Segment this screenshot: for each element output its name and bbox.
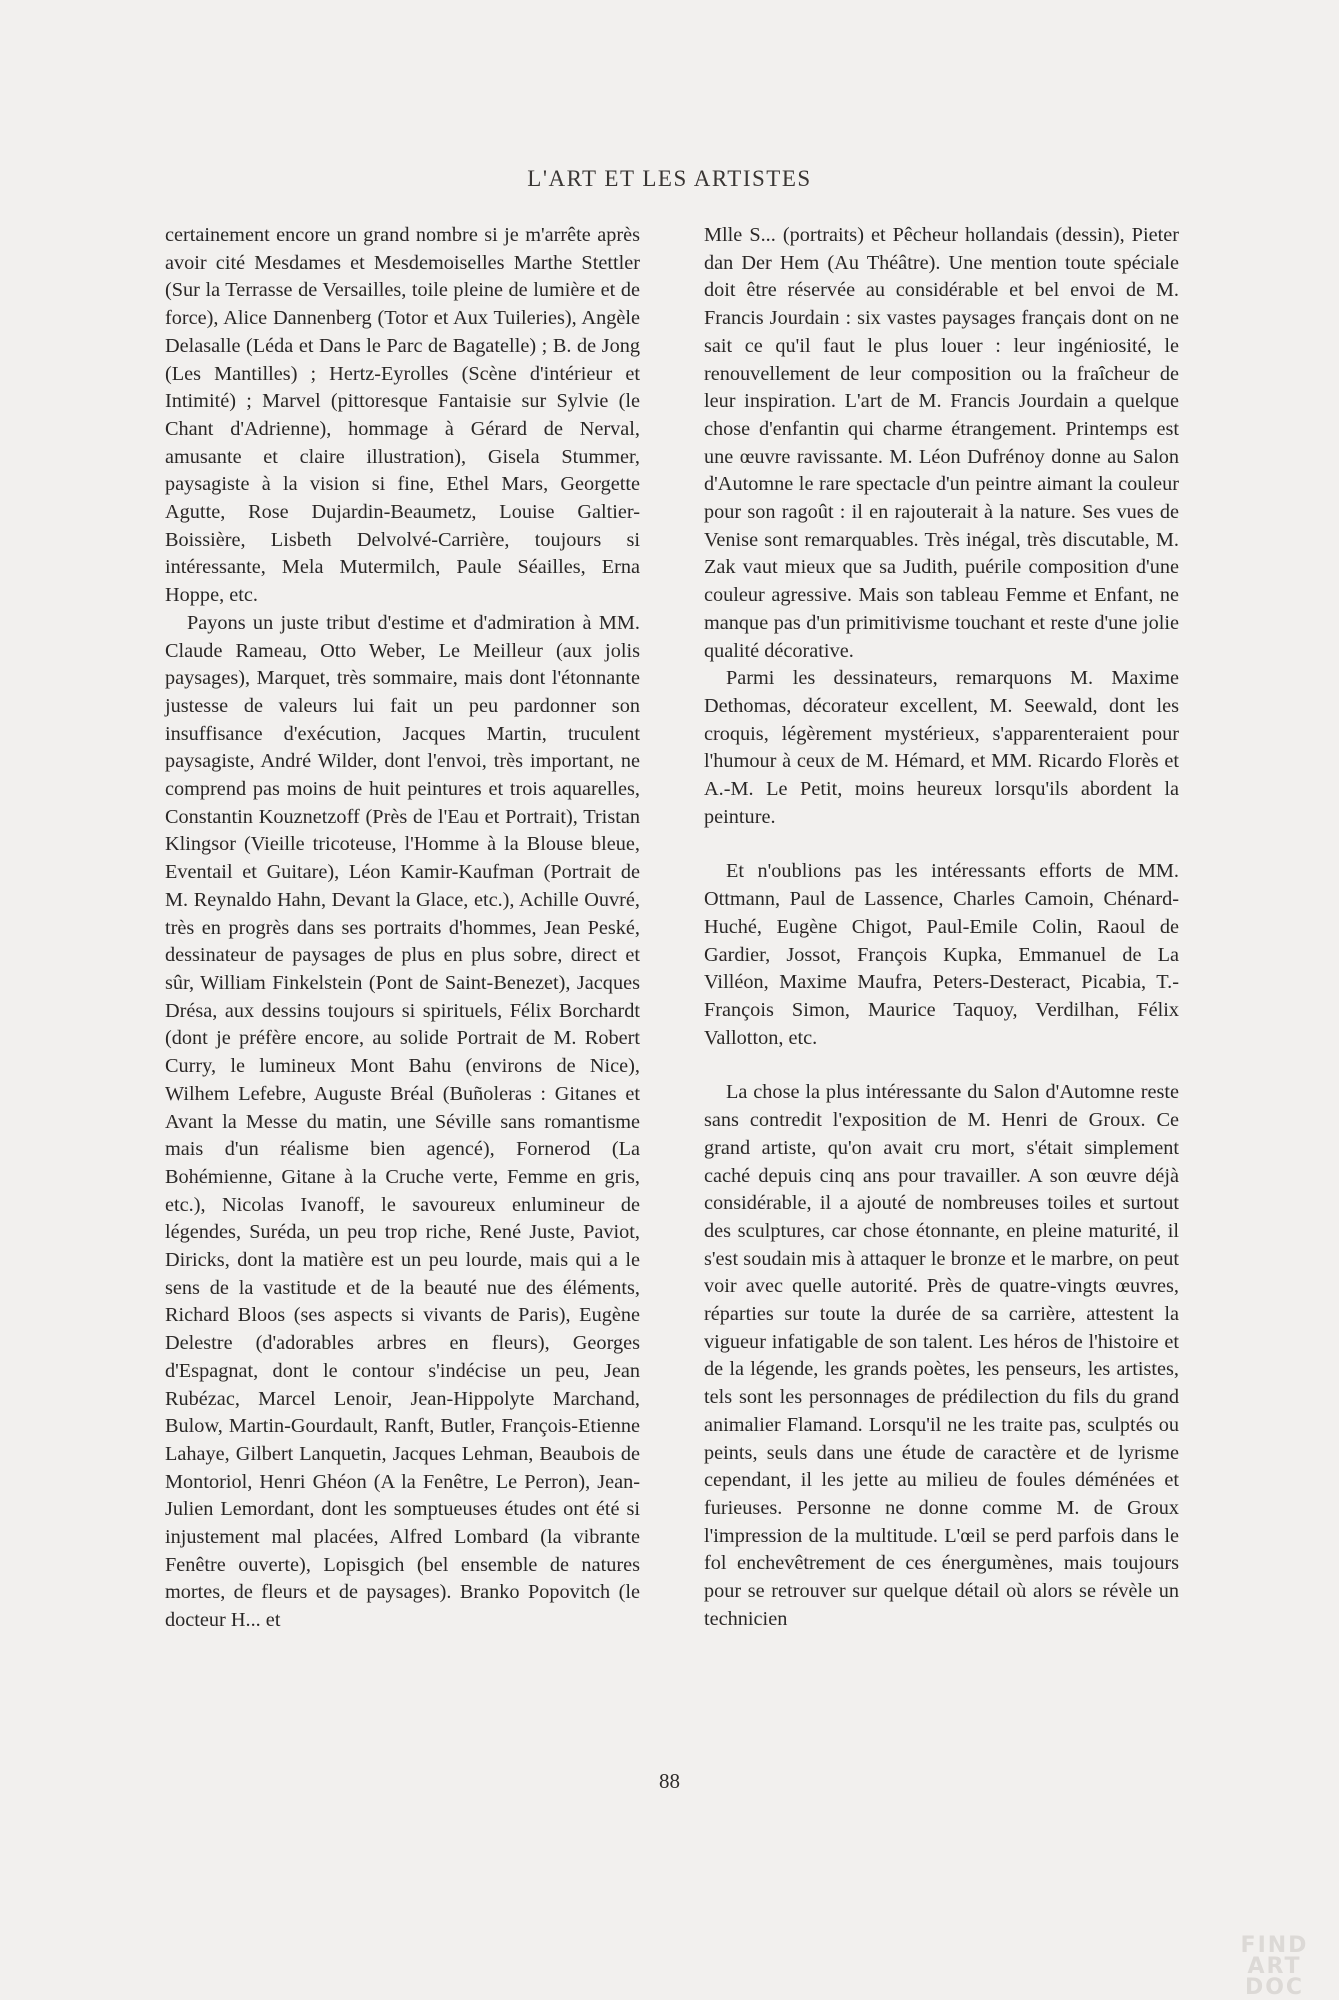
watermark-line: DOC <box>1244 1975 1305 2000</box>
paragraph: Payons un juste tribut d'estime et d'admiration à MM. Claude Rameau, Otto Weber, Le Meilleur (aux jolis paysages), Marquet, très sommaire, mais dont l'étonnante justesse de valeurs lui fait un peu pardonner son insuffisance d'exécution, Jacques Martin, truculent paysagiste, André Wilder, dont l'envoi, très important, ne comprend pas moins de huit peintures et trois aquarelles, Constantin Kouznetzoff (Près de l'Eau et Portrait), Tristan Klingsor (Vieille tricoteuse, l'Homme à la Blouse bleue, Eventail et Guitare), Léon Kamir-Kaufman (Portrait de M. Reynaldo Hahn, Devant la Glace, etc.), Achille Ouvré, très en progrès dans ses portraits d'hommes, Jean Peské, dessinateur de paysages de plus en plus sobre, direct et sûr, William Finkelstein (Pont de Saint-Benezet), Jacques Drésa, aux dessins toujours si spirituels, Félix Borchardt (dont je préfère encore, au solide Portrait de M. Robert Curry, le lumineux Mont Bahu (environs de Nice), Wilhem Lefebre, Auguste Bréal (Buñoleras : Gitanes et Avant la Messe du matin, une Séville sans romantisme mais d'un réalisme bien agencé), Fornerod (La Bohémienne, Gitane à la Cruche verte, Femme en gris, etc.), Nicolas Ivanoff, le savoureux enlumineur de légendes, Suréda, un peu trop riche, René Juste, Paviot, Diricks, dont la matière est un peu lourde, mais qui a le sens de la vastitude et de la beauté nue des éléments, Richard Bloos (ses aspects si vivants de Paris), Eugène Delestre (d'adorables arbres en fleurs), Georges d'Espagnat, dont le contour s'indécise un peu, Jean Rubézac, Marcel Lenoir, Jean-Hippolyte Marchand, Bulow, Martin-Gourdault, Ranft, Butler, François-Etienne Lahaye, Gilbert Lanquetin, Jacques Lehman, Beaubois de Montoriol, Henri Ghéon (A la Fenêtre, Le Perron), Jean-Julien Lemordant, dont les somptueuses études ont été si injustement mal placées, Alfred Lombard (la vibrante Fenêtre ouverte), Lopisgich (bel ensemble de natures mortes, de fleurs et de paysages). Branko Popovitch (le docteur H... et <box>165 611 640 1632</box>
right-column <box>704 222 1179 1633</box>
paragraph: Parmi les dessinateurs, remarquons M. Maxime Dethomas, décorateur excellent, M. Seewald, dont les croquis, légèrement mystérieux, s'apparenteraient pour l'humour à ceux de M. Hémard, et MM. Ricardo Florès et A.-M. Le Petit, moins heureux lorsqu'ils abordent la peinture. <box>704 667 1179 828</box>
running-title: L'ART ET LES ARTISTES <box>527 166 812 191</box>
paragraph: Mlle S... (portraits) et Pêcheur hollandais (dessin), Pieter dan Der Hem (Au Théâtre). Une mention toute spéciale doit être réservée au considérable et bel envoi de M. Francis Jourdain : six vastes paysages français dont on ne sait ce qu'il faut le plus louer : leur ingéniosité, le renouvellement de leur composition ou la fraîcheur de leur inspiration. L'art de M. Francis Jourdain a quelque chose d'enfantin qui charme étrangement. Printemps est une œuvre ravissante. M. Léon Dufrénoy donne au Salon d'Automne le rare spectacle d'un peintre aimant la couleur pour son ragoût : il en rajouterait à la nature. Ses vues de Venise sont remarquables. Très inégal, très discutable, M. Zak vaut mieux que sa Judith, puérile composition d'une couleur agressive. Mais son tableau Femme et Enfant, ne manque pas d'un primitivisme touchant et reste d'une jolie qualité décorative. <box>704 224 1179 662</box>
left-column <box>165 222 640 1635</box>
paragraph: Et n'oublions pas les intéressants efforts de MM. Ottmann, Paul de Lassence, Charles Camoin, Chénard-Huché, Eugène Chigot, Paul-Emile Colin, Raoul de Gardier, Jossot, François Kupka, Emmanuel de La Villéon, Maxime Maufra, Peters-Desteract, Picabia, T.-François Simon, Maurice Taquoy, Verdilhan, Félix Vallotton, etc. <box>704 860 1179 1049</box>
watermark-line: FIND <box>1240 1933 1309 1958</box>
watermark-line: ART <box>1247 1954 1302 1979</box>
paragraph: certainement encore un grand nombre si je m'arrête après avoir cité Mesdames et Mesdemoiselles Marthe Stettler (Sur la Terrasse de Versailles, toile pleine de lumière et de force), Alice Dannenberg (Totor et Aux Tuileries), Angèle Delasalle (Léda et Dans le Parc de Bagatelle) ; B. de Jong (Les Mantilles) ; Hertz-Eyrolles (Scène d'intérieur et Intimité) ; Marvel (pittoresque Fantaisie sur Sylvie (le Chant d'Adrienne), hommage à Gérard de Nerval, amusante et claire illustration), Gisela Stummer, paysagiste à la vision si fine, Ethel Mars, Georgette Agutte, Rose Dujardin-Beaumetz, Louise Galtier-Boissière, Lisbeth Delvolvé-Carrière, toujours si intéressante, Mela Mutermilch, Paule Séailles, Erna Hoppe, etc. <box>165 224 640 607</box>
watermark-logo <box>1210 1935 1339 2000</box>
paragraph: La chose la plus intéressante du Salon d'Automne reste sans contredit l'exposition de M. Henri de Groux. Ce grand artiste, qu'on avait cru mort, s'était simplement caché depuis cinq ans pour travailler. A son œuvre déjà considérable, il a ajouté de nombreuses toiles et surtout des sculptures, car chose étonnante, en pleine maturité, il s'est soudain mis à attaquer le bronze et le marbre, on peut voir avec quelle autorité. Près de quatre-vingts œuvres, réparties sur toute la durée de sa carrière, attestent la vigueur infatigable de son talent. Les héros de l'histoire et de la légende, les grands poètes, les penseurs, les artistes, tels sont les personnages de prédilection du fils du grand animalier Flamand. Lorsqu'il ne les traite pas, sculptés ou peints, seuls dans une étude de caractère et de lyrisme cependant, il les jette au milieu de foules déménées et furieuses. Personne ne donne comme M. de Groux l'impression de la multitude. L'œil se perd parfois dans le fol enchevêtrement de ces énergumènes, mais toujours pour se retrouver sur quelque détail où alors se révèle un technicien <box>704 1081 1179 1630</box>
page-number: 88 <box>659 1769 680 1793</box>
